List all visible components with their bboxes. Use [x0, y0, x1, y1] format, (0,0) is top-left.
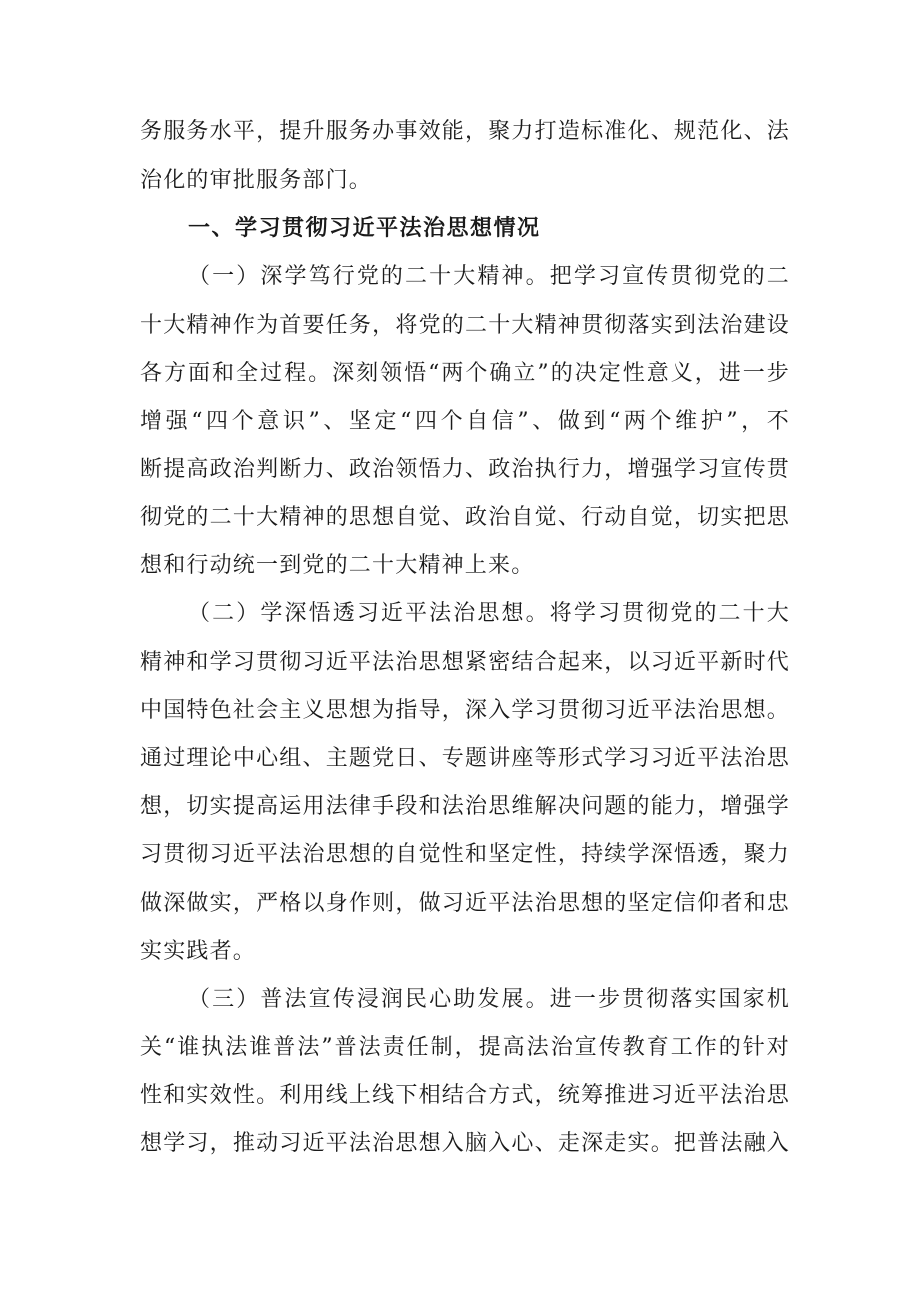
paragraph-3-line-1: （三）普法宣传浸润民心助发展。进一步贯彻落实国家机 — [188, 987, 790, 1012]
paragraph-1-line-4: 增强“四个意识”、坚定“四个自信”、做到“两个维护”，不 — [140, 409, 790, 434]
paragraph-2-line-7: 做深做实，严格以身作则，做习近平法治思想的坚定信仰者和忠 — [140, 891, 790, 916]
paragraph-3-line-2: 关“谁执法谁普法”普法责任制，提高法治宣传教育工作的针对 — [140, 1035, 790, 1060]
paragraph-1-line-6: 彻党的二十大精神的思想自觉、政治自觉、行动自觉，切实把思 — [140, 505, 790, 530]
paragraph-3-line-3: 性和实效性。利用线上线下相结合方式，统筹推进习近平法治思 — [140, 1083, 790, 1108]
intro-line-2: 治化的审批服务部门。 — [140, 168, 373, 193]
paragraph-2-line-1: （二）学深悟透习近平法治思想。将学习贯彻党的二十大 — [188, 601, 790, 626]
paragraph-1-line-5: 断提高政治判断力、政治领悟力、政治执行力，增强学习宣传贯 — [140, 457, 790, 482]
paragraph-1-line-1: （一）深学笃行党的二十大精神。把学习宣传贯彻党的二 — [188, 264, 790, 289]
paragraph-1-line-7: 想和行动统一到党的二十大精神上来。 — [140, 553, 535, 578]
paragraph-1-line-2: 十大精神作为首要任务，将党的二十大精神贯彻落实到法治建设 — [140, 313, 790, 338]
section-heading: 一、学习贯彻习近平法治思想情况 — [188, 216, 541, 241]
intro-line-1: 务服务水平，提升服务办事效能，聚力打造标准化、规范化、法 — [140, 119, 790, 144]
paragraph-2-line-6: 习贯彻习近平法治思想的自觉性和坚定性，持续学深悟透，聚力 — [140, 842, 790, 867]
paragraph-2-line-4: 通过理论中心组、主题党日、专题讲座等形式学习习近平法治思 — [140, 746, 790, 771]
paragraph-2-line-2: 精神和学习贯彻习近平法治思想紧密结合起来，以习近平新时代 — [140, 650, 790, 675]
paragraph-3-line-4: 想学习，推动习近平法治思想入脑入心、走深走实。把普法融入 — [140, 1131, 790, 1156]
paragraph-1-line-3: 各方面和全过程。深刻领悟“两个确立”的决定性意义，进一步 — [140, 361, 790, 386]
paragraph-2-line-5: 想，切实提高运用法律手段和法治思维解决问题的能力，增强学 — [140, 794, 790, 819]
paragraph-2-line-8: 实实践者。 — [140, 939, 257, 964]
paragraph-2-line-3: 中国特色社会主义思想为指导，深入学习贯彻习近平法治思想。 — [140, 698, 790, 723]
